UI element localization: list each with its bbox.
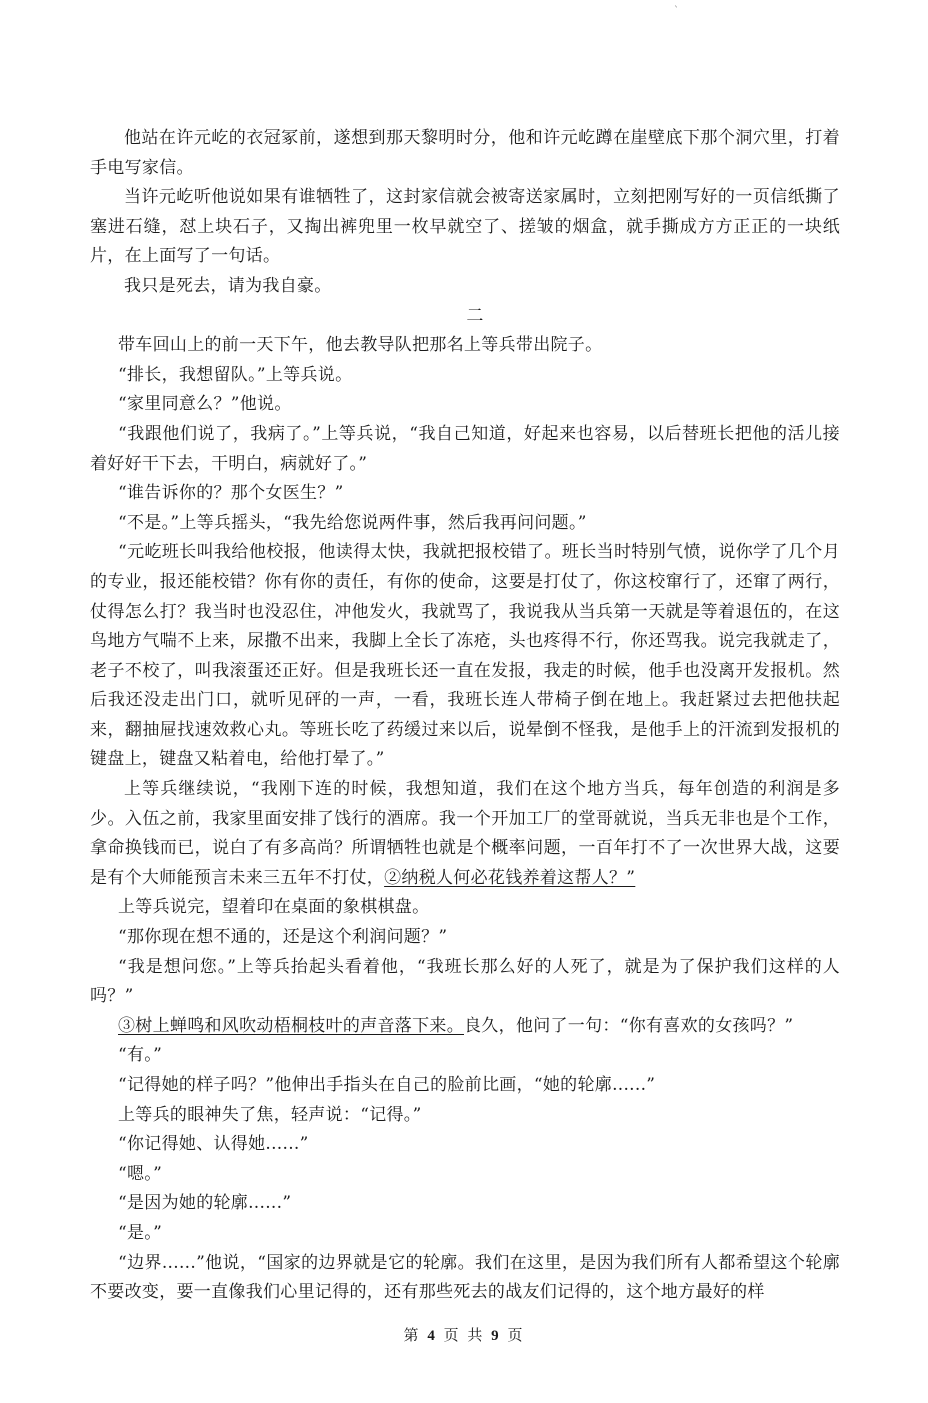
paragraph: “是因为她的轮廓......”: [118, 1193, 292, 1214]
paragraph: 带车回山上的前一天下午，他去教导队把那名上等兵带出院子。: [118, 335, 603, 356]
paragraph: “元屹班长叫我给他校报，他读得太快，我就把报校错了。班长当时特别气愤，说你学了几个月的专业，报还能校错？你有你的责任，有你的使命，这要是打仗了，你这校窜行了，还窜了两行，仗得怎么打？我当时也没忍住，冲他发火，我就骂了，我说我从当兵第一天就是等着退伍的，在这鸟地方气喘不上来，尿撒不出来，我脚上全长了冻疮，头也疼得不行，你还骂我。说完我就走了，老子不校了，叫我滚蛋还正好。但是我班长还一直在发报，我走的时候，他手也没离开发报机。然后我还没走出门口，就听见砰的一声，一看，我班长连人带椅子倒在地上。我赶紧过去把他扶起来，翻抽屉找速效救心丸。等班长吃了药缓过来以后，说晕倒不怪我，是他手上的汗流到发报机的键盘上，键盘又粘着电，给他打晕了。”: [90, 542, 840, 770]
paragraph: “记得她的样子吗？”他伸出手指头在自己的脸前比画，“她的轮廓......”: [118, 1075, 656, 1095]
footer-suffix: 页: [507, 1326, 525, 1344]
paragraph-text: 良久，他问了一句：“你有喜欢的女孩吗？”: [464, 1015, 794, 1036]
underlined-sentence-3: ③树上蝉鸣和风吹动梧桐枝叶的声音落下来。: [118, 1015, 464, 1036]
paragraph: “家里同意么？”他说。: [118, 394, 292, 415]
paragraph: 上等兵说完，望着印在桌面的象棋棋盘。: [118, 897, 430, 918]
paragraph: “你记得她、认得她......”: [118, 1134, 309, 1155]
paragraph: “那你现在想不通的，还是这个利润问题？”: [118, 927, 448, 948]
current-page-number: 4: [427, 1328, 437, 1344]
paragraph: “不是。”上等兵摇头，“我先给您说两件事，然后我再问问题。”: [118, 512, 587, 533]
body-text: [90, 124, 840, 1308]
paragraph: 当许元屹听他说如果有谁牺牲了，这封家信就会被寄送家属时，立刻把刚写好的一页信纸撕了塞进石缝，怼上块石子，又掏出裤兜里一枚早就空了、搓皱的烟盒，就手撕成方方正正的一块纸片，在上面写了一句话。: [90, 187, 840, 267]
paragraph: “我跟他们说了，我病了。”上等兵说，“我自己知道，好起来也容易，以后替班长把他的活儿接着好好干下去，干明白，病就好了。”: [90, 423, 840, 474]
paragraph: “谁告诉你的？那个女医生？”: [118, 483, 344, 504]
paragraph: 他站在许元屹的衣冠冢前，遂想到那天黎明时分，他和许元屹蹲在崖壁底下那个洞穴里，打着手电写家信。: [90, 128, 840, 178]
paragraph: 上等兵的眼神失了焦，轻声说：“记得。”: [118, 1104, 422, 1125]
paragraph-text: 上等兵继续说，“我刚下连的时候，我想知道，我们在这个地方当兵，每年创造的利润是多少。入伍之前，我家里面安排了饯行的酒席。我一个开加工厂的堂哥就说，当兵无非也是个工作，拿命换钱而已，说白了有多高尚？所谓牺牲也就是个概率问题，一百年打不了一次世界大战，这要是有个大师能预言未来三五年不打仗，: [90, 779, 840, 888]
top-mark: `: [674, 6, 679, 17]
paragraph: [90, 1012, 840, 1042]
paragraph: [90, 775, 840, 893]
footer-prefix: 第: [403, 1326, 421, 1344]
paragraph: 我只是死去，请为我自豪。: [124, 275, 332, 296]
paragraph: “排长，我想留队。”上等兵说。: [118, 364, 353, 385]
total-page-number: 9: [491, 1328, 501, 1344]
paragraph: “嗯。”: [118, 1163, 163, 1184]
underlined-sentence-2: ②纳税人何必花钱养着这帮人？”: [384, 867, 636, 888]
paragraph: “是。”: [118, 1222, 163, 1243]
paragraph: “有。”: [118, 1045, 163, 1066]
page-number-footer: [0, 1324, 928, 1345]
footer-middle: 页 共: [443, 1326, 485, 1344]
section-heading: 二: [466, 305, 484, 326]
paragraph: “边界......”他说，“国家的边界就是它的轮廓。我们在这里，是因为我们所有人都希望这个轮廓不要改变，要一直像我们心里记得的，还有那些死去的战友们记得的，这个地方最好的样: [90, 1252, 840, 1303]
paragraph: “我是想问您。”上等兵抬起头看着他，“我班长那么好的人死了，就是为了保护我们这样的人吗？”: [90, 956, 840, 1007]
